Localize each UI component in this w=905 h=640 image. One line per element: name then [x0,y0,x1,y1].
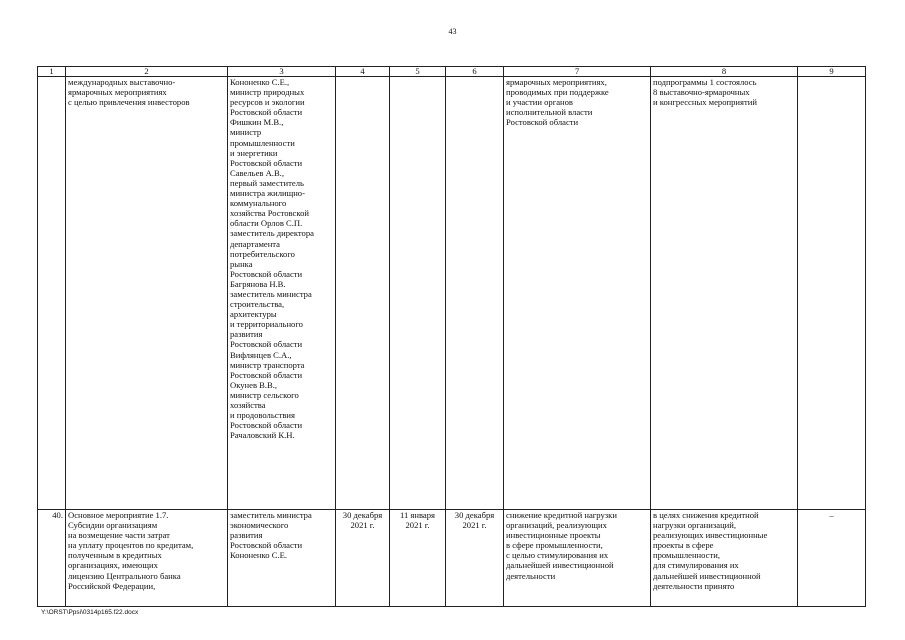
cell-text-line: Окунев В.В., [230,379,278,390]
cell-text-line: коммунального [230,198,287,209]
cell-text-line: на уплату процентов по кредитам, [68,540,194,551]
actual-result-cell [651,510,798,607]
event-name-cell [66,77,228,510]
responsible-cell [228,510,336,607]
note-cell: – [798,510,866,607]
cell-text-line: и территориального [230,319,303,330]
column-number: 7 [504,67,651,77]
cell-text-line: министра жилищно- [230,188,305,199]
cell-text-line: архитектуры [230,309,277,320]
end-date-cell [390,77,446,510]
cell-text-line: промышленности [230,137,295,148]
cell-text-line: на возмещение части затрат [68,530,170,541]
cell-text-line: организаций, реализующих [506,520,607,531]
expected-result-cell [504,510,651,607]
cell-text-line: проекты в сфере [653,540,714,551]
cell-text-line: первый заместитель [230,177,304,188]
cell-text-line: и продовольствия [230,410,295,421]
cell-text-line: Ростовской области [230,157,303,168]
cell-text-line: полученным в кредитных [68,550,162,561]
cell-text-line: с целью привлечения инвесторов [68,97,190,108]
cell-text-line: 30 декабря [342,510,383,520]
cell-text-line: Савельев А.В., [230,167,284,178]
cell-text-line: в сфере промышленности, [506,540,603,551]
cell-text-line: министр природных [230,87,305,98]
cell-text-line: нагрузки организаций, [653,520,737,531]
cell-text-line: ярмарочных мероприятиях, [506,77,607,87]
cell-text-line: развития [230,530,263,541]
cell-text-line: Вифлянцев С.А., [230,349,292,360]
cell-text-line: дальнейшей инвестиционной [506,560,614,571]
cell-text-line: 8 выставочно-ярмарочных [653,87,750,98]
cell-text-line: деятельности [506,570,556,581]
cell-text-line: деятельности принято [653,580,735,591]
cell-text-line: заместитель министра [230,510,312,520]
column-number: 3 [228,67,336,77]
cell-text-line: министр [230,127,262,138]
column-number: 1 [38,67,66,77]
cell-text-line: организациях, имеющих [68,560,158,571]
cell-text-line: проводимых при поддержке [506,87,609,98]
cell-text-line: с целью стимулирования их [506,550,609,561]
cell-text-line: Кононенко С.Е., [230,77,290,87]
row-number-cell [38,77,66,510]
cell-text-line: Ростовской области [230,107,303,118]
cell-text-line: подпрограммы 1 состоялось [653,77,757,87]
cell-text-line: Кононенко С.Е. [230,550,287,561]
cell-text-line: 2021 г. [462,520,487,531]
cell-text-line: ярмарочных мероприятиях [68,87,167,98]
cell-text-line: реализующих инвестиционные [653,530,768,541]
cell-text-line: Российской Федерации, [68,580,156,591]
event-name-cell [66,510,228,607]
page-number: 43 [448,27,457,36]
cell-text-line: Субсидии организациям [68,520,158,531]
cell-text-line: экономического [230,520,289,531]
cell-text-line: хозяйства [230,400,266,410]
cell-text-line: дальнейшей инвестиционной [653,570,761,581]
cell-text-line: международных выставочно- [68,77,176,87]
cell-text-line: Рачаловский К.Н. [230,430,295,441]
cell-text-line: инвестиционные проекты [506,530,601,541]
column-number-row [38,67,866,77]
cell-text-line: Ростовской области [506,117,579,128]
cell-text-line: 11 января [400,510,435,520]
cell-text-line: Фишкин М.В., [230,117,284,128]
note-cell [798,77,866,510]
cell-text-line: снижение кредитной нагрузки [506,510,617,520]
cell-text-line: заместитель директора [230,228,314,239]
cell-text-line: Ростовской области [230,369,303,380]
cell-text-line: рынка [230,258,253,269]
cell-text-line: в целях снижения кредитной [653,510,759,520]
cell-text-line: заместитель министра [230,288,312,299]
cell-text-line: исполнительной власти [506,107,593,118]
cell-text-line: и конгрессных мероприятий [653,97,757,108]
cell-text-line: министр сельского [230,389,299,400]
cell-text-line: ресурсов и экологии [230,97,305,108]
start-date-cell [336,77,390,510]
cell-text-line: Ростовской области [230,420,303,431]
table-row [38,510,866,607]
cell-text-line: министр транспорта [230,359,305,370]
cell-text-line: и участии органов [506,97,573,108]
expected-result-cell [504,77,651,510]
table-row [38,77,866,510]
cell-text-line: лицензию Центрального банка [68,570,181,581]
cell-text-line: развития [230,329,263,340]
column-number: 9 [798,67,866,77]
cell-text-line: 30 декабря [454,510,495,520]
cell-text-line: 2021 г. [405,520,430,531]
cell-text-line: и энергетики [230,147,278,158]
cell-text-line: промышленности, [653,550,720,561]
start-date-cell [336,510,390,607]
cell-text-line: департамента [230,238,280,249]
column-number: 2 [66,67,228,77]
column-number: 8 [651,67,798,77]
cell-text-line: хозяйства Ростовской [230,208,309,219]
responsible-cell [228,77,336,510]
column-number: 4 [336,67,390,77]
cell-text-line: 2021 г. [350,520,375,531]
column-number: 5 [390,67,446,77]
control-date-cell [446,77,504,510]
cell-text-line: строительства, [230,299,285,310]
cell-text-line: Ростовской области [230,268,303,279]
control-date-cell [446,510,504,607]
column-number: 6 [446,67,504,77]
row-number-cell: 40. [38,510,66,607]
cell-text-line: потребительского [230,248,295,259]
cell-text-line: Основное мероприятие 1.7. [68,510,169,520]
cell-text-line: Ростовской области [230,339,303,350]
cell-text-line: области Орлов С.П. [230,218,303,229]
cell-text-line: для стимулирования их [653,560,739,571]
cell-text-line: Багрянова Н.В. [230,278,286,289]
cell-text-line: Ростовской области [230,540,303,551]
actual-result-cell [651,77,798,510]
plan-table [37,66,866,607]
end-date-cell [390,510,446,607]
file-path-footer: Y:\ORST\Ppsi\0314p165.f22.docx [41,609,139,616]
